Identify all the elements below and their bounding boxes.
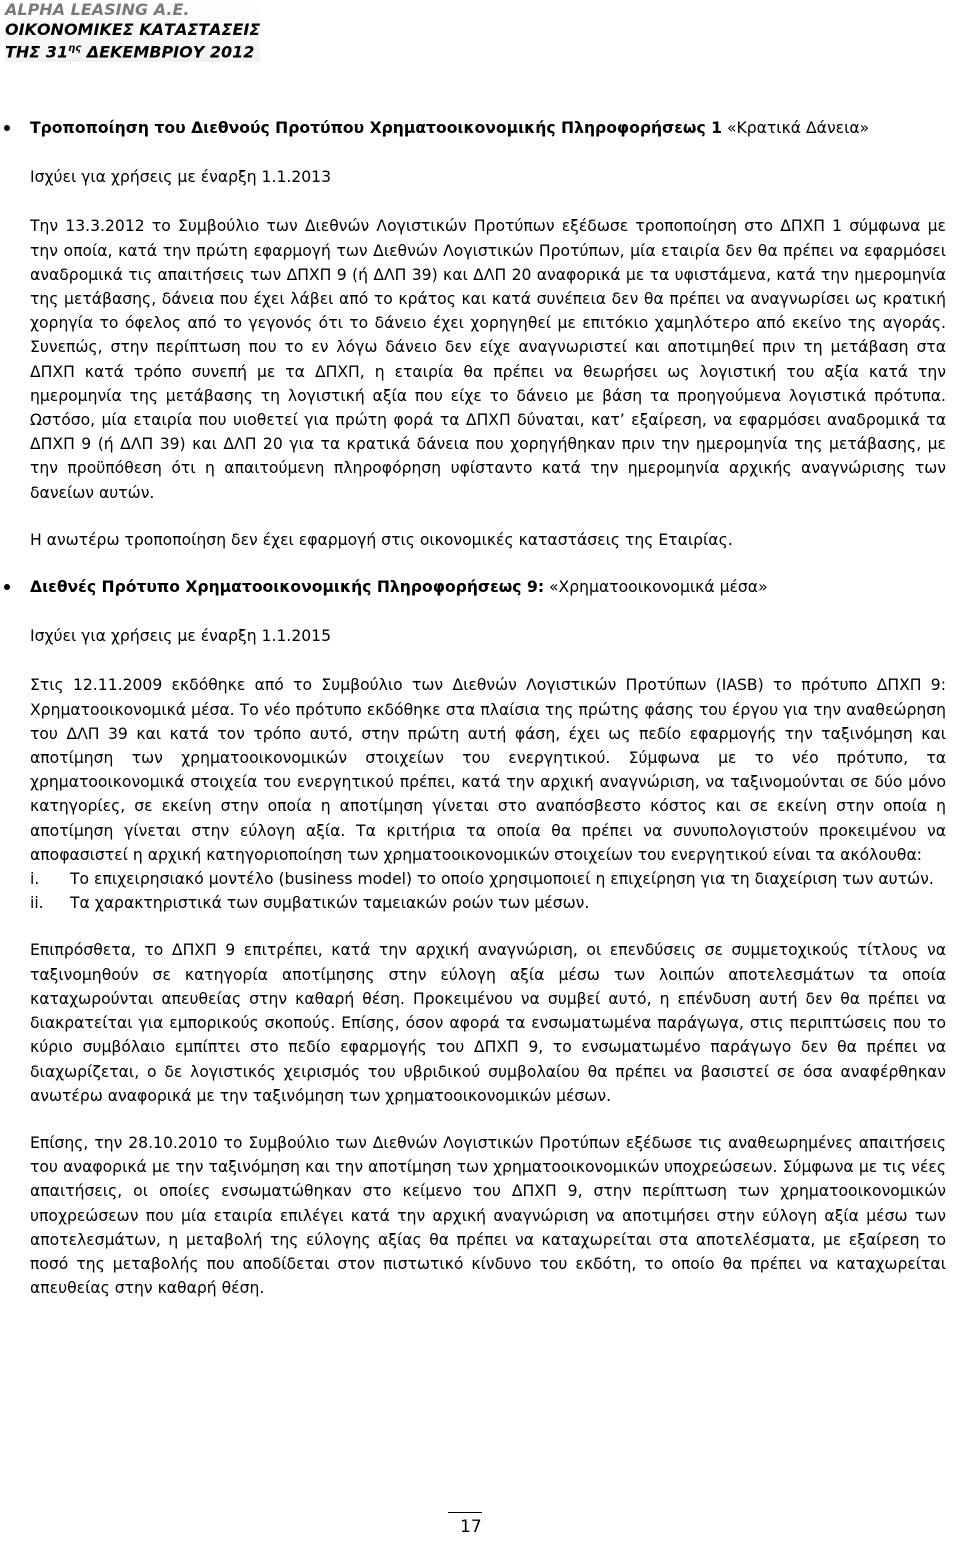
list-marker: ii. xyxy=(30,894,44,913)
document-body xyxy=(30,116,946,1300)
body-paragraph: Επιπρόσθετα, το ΔΠΧΠ 9 επιτρέπει, κατά την αρχική αναγνώριση, οι επενδύσεις σε συμμετοχικούς τίτλους να ταξινομηθούν σε κατηγορία αποτίμησης στην εύλογη αξία μέσω των λοιπών αποτελεσμάτων τα οποία καταχωρούνται απευθείας στην καθαρή θέση. Προκειμένου να συμβεί αυτό, η επένδυση αυτή δεν θα πρέπει να διακρατείται για εμπορικούς σκοπούς. Επίσης, όσον αφορά τα ενσωματωμένα παράγωγα, στις περιπτώσεις που το κύριο συμβόλαιο εμπίπτει στο πεδίο εφαρμογής του ΔΠΧΠ 9, το ενσωματωμένο παράγωγο δεν θα πρέπει να διαχωρίζεται, ο δε λογιστικός χειρισμός του υβριδικού συμβολαίου θα πρέπει να βασιστεί σε όσα αναφέρθηκαν ανωτέρω αναφορικά με την ταξινόμηση των χρηματοοικονομικών μέσων. xyxy=(30,941,946,1105)
company-name: ALPHA LEASING A.E. xyxy=(5,0,190,19)
list-item-text: Τα χαρακτηριστικά των συμβατικών ταμειακών ροών των μέσων. xyxy=(70,894,590,913)
list-item-text: Το επιχειρησιακό μοντέλο (business model) το οποίο χρησιμοποιεί η επιχείρηση για τη διαχείριση των αυτών. xyxy=(70,870,934,889)
section-amendment-ifrs1 xyxy=(30,116,946,140)
effective-date-text: Ισχύει για χρήσεις με έναρξη 1.1.2013 xyxy=(30,168,332,187)
body-paragraph: Η ανωτέρω τροποποίηση δεν έχει εφαρμογή στις οικονομικές καταστάσεις της Εταιρίας. xyxy=(30,530,733,549)
body-paragraph: Επίσης, την 28.10.2010 το Συμβούλιο των Διεθνών Λογιστικών Προτύπων εξέδωσε τις αναθεωρημένες απαιτήσεις του αναφορικά με την ταξινόμηση και την αποτίμηση των χρηματοοικονομικών υποχρεώσεων. Σύμφωνα με τις νέες απαιτήσεις, οι οποίες ενσωματώθηκαν στο κείμενο του ΔΠΧΠ 9, στην περίπτωση των χρηματοοικονομικών υποχρεώσεων που μία εταιρία επιλέγει κατά την αρχική αναγνώριση να αποτιμήσει στην εύλογη αξία μέσω των αποτελεσμάτων, η μεταβολή της εύλογης αξίας θα πρέπει να καταχωρείται στα αποτελέσματα, με εξαίρεση το ποσό της μεταβολής που αποδίδεται στον πιστωτικό κίνδυνο του εκδότη, το οποίο θα πρέπει να καταχωρείται απευθείας στην καθαρή θέση. xyxy=(30,1133,946,1298)
body-paragraph: Στις 12.11.2009 εκδόθηκε από το Συμβούλιο των Διεθνών Λογιστικών Προτύπων (IASB) το πρότυπο ΔΠΧΠ 9: Χρηματοοικονομικά μέσα. Το νέο πρότυπο εκδόθηκε στα πλαίσια της πρώτης φάσης του έργου για την αναθεώρηση του ΔΛΠ 39 και κατά τον τρόπο αυτό, στην πρώτη αυτή φάση, έχει ως πεδίο εφαρμογής την ταξινόμηση και αποτίμηση των χρηματοοικονομικών στοιχείων του ενεργητικού. Σύμφωνα με το νέο πρότυπο, τα χρηματοοικονομικά στοιχεία του ενεργητικού πρέπει, κατά την αρχική αναγνώριση, να ταξινομούνται σε δύο μόνο κατηγορίες, σε εκείνη στην οποία η αποτίμηση γίνεται στο αναπόσβεστο κόστος και σε εκείνη στην οποία η αποτίμηση γίνεται στην εύλογη αξία. Τα κριτήρια τα οποία θα πρέπει να συνυπολογιστούν προκειμένου να αποφασιστεί η αρχική κατηγοριοποίηση των χρηματοοικονομικών στοιχείων του ενεργητικού είναι τα ακόλουθα: xyxy=(30,676,946,864)
effective-date-text: Ισχύει για χρήσεις με έναρξη 1.1.2015 xyxy=(30,627,332,646)
section-heading: Διεθνές Πρότυπο Χρηματοοικονομικής Πληροφορήσεως 9: «Χρηματοοικονομικά μέσα» xyxy=(30,578,768,597)
footer-divider xyxy=(448,1512,482,1513)
bullet-icon xyxy=(4,584,10,590)
document-date: ΤΗΣ $31^{\eta\varsigma}$ ΔΕΚΕΜΒΡΙΟΥ 2012 xyxy=(5,42,255,62)
bullet-icon xyxy=(4,125,10,131)
list-marker: i. xyxy=(30,870,40,889)
section-heading: Τροποποίηση του Διεθνούς Προτύπου Χρηματοοικονομικής Πληροφορήσεως 1 «Κρατικά Δάνεια» xyxy=(30,119,870,137)
section-ifrs9 xyxy=(30,575,946,599)
page-number: 17 xyxy=(460,1517,482,1537)
list-item xyxy=(30,891,946,915)
document-title: ΟΙΚΟΝΟΜΙΚΕΣ ΚΑΤΑΣΤΑΣΕΙΣ xyxy=(5,19,261,39)
body-paragraph: Την 13.3.2012 το Συμβούλιο των Διεθνών Λογιστικών Προτύπων εξέδωσε τροποποίηση στο ΔΠΧΠ 1 σύμφωνα με την οποία, κατά την πρώτη εφαρμογή των Διεθνών Λογιστικών Προτύπων, μία εταιρία δεν θα πρέπει να εφαρμόσει αναδρομικά τις απαιτήσεις των ΔΠΧΠ 9 (ή ΔΛΠ 39) και ΔΛΠ 20 αναφορικά με τα υφιστάμενα, κατά την ημερομηνία της μετάβασης, δάνεια που έχει λάβει από το κράτος και κατά συνέπεια δεν θα πρέπει να αναγνωρίσει ως κρατική χορηγία το όφελος από το γεγονός ότι το δάνειο έχει χορηγηθεί με επιτόκιο χαμηλότερο από εκείνο της αγοράς. Συνεπώς, στην περίπτωση που το εν λόγω δάνειο δεν είχε αναγνωριστεί και αποτιμηθεί πριν τη μετάβαση στα ΔΠΧΠ κατά τρόπο συνεπή με τα ΔΠΧΠ, η εταιρία θα πρέπει να θεωρήσει ως λογιστική του αξία κατά την ημερομηνία της μετάβασης τη λογιστική αξία που είχε το δάνειο με βάση τα προηγούμενα λογιστικά πρότυπα. Ωστόσο, μία εταιρία που υιοθετεί για πρώτη φορά τα ΔΠΧΠ δύναται, κατ’ εξαίρεση, να εφαρμόσει αναδρομικά τα ΔΠΧΠ 9 (ή ΔΛΠ 39) και ΔΛΠ 20 για τα κρατικά δάνεια που χορηγήθηκαν πριν την ημερομηνία της μετάβασης, με την προϋπόθεση ότι η απαιτούμενη πληροφόρηση υφίσταντο κατά την ημερομηνία αρχικής αναγνώρισης των δανείων αυτών. xyxy=(30,217,946,502)
list-item xyxy=(30,867,946,891)
document-header xyxy=(5,0,260,62)
